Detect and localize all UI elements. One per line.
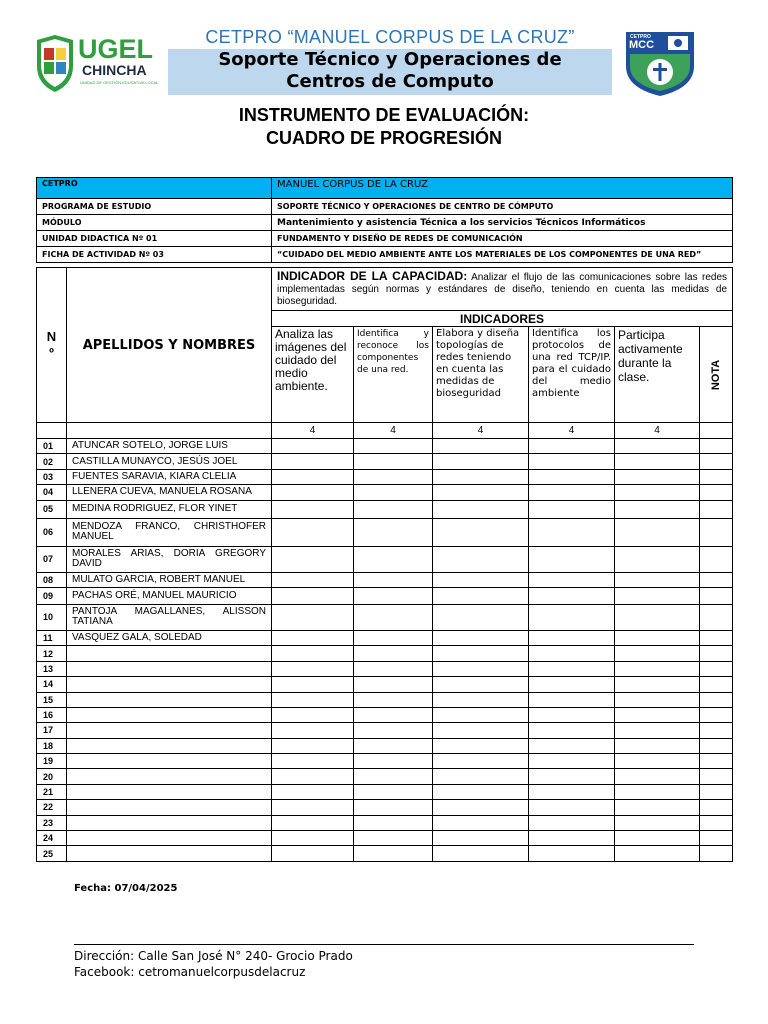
student-name bbox=[67, 723, 272, 738]
score-cell[interactable] bbox=[433, 846, 529, 861]
progression-grid bbox=[36, 267, 733, 862]
capacity-text: Analizar el flujo de las comunicaciones sobre las redes implementadas según normas y estándares de diseño, teniendo en cuenta las medidas de bioseguridad. bbox=[277, 272, 728, 307]
score-cell[interactable] bbox=[615, 587, 700, 604]
student-number: 20 bbox=[37, 769, 67, 784]
student-row bbox=[37, 707, 733, 722]
score-cell[interactable] bbox=[354, 454, 433, 469]
program-title-line1: Soporte Técnico y Operaciones de bbox=[218, 49, 562, 70]
document-title bbox=[150, 104, 618, 150]
ugel-logo-text: UGEL bbox=[78, 34, 154, 64]
nota-cell[interactable] bbox=[700, 518, 733, 546]
score-cell[interactable] bbox=[615, 769, 700, 784]
student-name bbox=[67, 738, 272, 753]
nota-cell[interactable] bbox=[700, 546, 733, 572]
score-cell[interactable] bbox=[272, 587, 354, 604]
score-cell[interactable] bbox=[354, 485, 433, 500]
student-number: 18 bbox=[37, 738, 67, 753]
student-name bbox=[67, 677, 272, 692]
score-cell[interactable] bbox=[529, 661, 615, 676]
capacity-row bbox=[37, 268, 733, 311]
score-cell[interactable] bbox=[529, 754, 615, 769]
student-number: 11 bbox=[37, 630, 67, 645]
student-name bbox=[67, 692, 272, 707]
student-row bbox=[37, 784, 733, 799]
nota-cell[interactable] bbox=[700, 815, 733, 830]
score-cell[interactable] bbox=[433, 500, 529, 518]
score-cell[interactable] bbox=[529, 692, 615, 707]
info-row bbox=[37, 247, 733, 263]
score-cell[interactable] bbox=[272, 692, 354, 707]
student-number: 02 bbox=[37, 454, 67, 469]
score-cell[interactable] bbox=[354, 646, 433, 661]
score-cell[interactable] bbox=[354, 546, 433, 572]
nota-cell[interactable] bbox=[700, 500, 733, 518]
score-cell[interactable] bbox=[529, 518, 615, 546]
student-row bbox=[37, 800, 733, 815]
score-cell[interactable] bbox=[354, 754, 433, 769]
student-number: 10 bbox=[37, 604, 67, 630]
date-label: Fecha: 07/04/2025 bbox=[74, 883, 178, 894]
score-cell[interactable] bbox=[529, 769, 615, 784]
scores-blank-cell bbox=[700, 423, 733, 439]
student-row bbox=[37, 846, 733, 861]
score-cell[interactable] bbox=[272, 630, 354, 645]
ugel-logo-subtext: UNIDAD DE GESTIÓN EDUCATIVA LOCAL bbox=[80, 80, 159, 85]
score-cell[interactable] bbox=[354, 707, 433, 722]
student-row bbox=[37, 723, 733, 738]
score-cell[interactable] bbox=[529, 646, 615, 661]
score-cell[interactable] bbox=[272, 677, 354, 692]
score-cell[interactable] bbox=[615, 784, 700, 799]
score-cell[interactable] bbox=[433, 604, 529, 630]
score-cell[interactable] bbox=[354, 800, 433, 815]
score-cell[interactable] bbox=[615, 661, 700, 676]
score-cell[interactable] bbox=[433, 646, 529, 661]
student-number: 06 bbox=[37, 518, 67, 546]
mcc-logo-subtext: CETPRO bbox=[630, 34, 651, 40]
student-name bbox=[67, 769, 272, 784]
student-name bbox=[67, 846, 272, 861]
nota-cell[interactable] bbox=[700, 707, 733, 722]
footer-address: Dirección: Calle San José N° 240- Grocio Prado bbox=[74, 949, 353, 963]
info-label: UNIDAD DIDACTICA Nº 01 bbox=[37, 231, 272, 247]
score-cell[interactable] bbox=[354, 723, 433, 738]
student-number: 12 bbox=[37, 646, 67, 661]
chincha-logo-text: CHINCHA bbox=[82, 62, 147, 78]
student-row bbox=[37, 439, 733, 454]
score-cell[interactable] bbox=[433, 469, 529, 484]
score-cell[interactable] bbox=[433, 692, 529, 707]
score-cell[interactable] bbox=[354, 469, 433, 484]
info-value: Mantenimiento y asistencia Técnica a los servicios Técnicos Informáticos bbox=[272, 215, 733, 231]
student-name bbox=[67, 646, 272, 661]
ugel-chincha-logo bbox=[34, 32, 158, 94]
nota-cell[interactable] bbox=[700, 846, 733, 861]
score-cell[interactable] bbox=[529, 815, 615, 830]
program-title-box bbox=[168, 49, 612, 95]
nota-cell[interactable] bbox=[700, 469, 733, 484]
score-cell[interactable] bbox=[615, 846, 700, 861]
student-number: 24 bbox=[37, 831, 67, 846]
score-cell[interactable] bbox=[272, 707, 354, 722]
info-row bbox=[37, 199, 733, 215]
score-cell[interactable] bbox=[272, 646, 354, 661]
nota-cell[interactable] bbox=[700, 784, 733, 799]
score-cell[interactable] bbox=[433, 831, 529, 846]
student-name: CASTILLA MUNAYCO, JESÚS JOEL bbox=[67, 454, 272, 469]
score-cell[interactable] bbox=[615, 677, 700, 692]
score-cell[interactable] bbox=[433, 439, 529, 454]
student-name bbox=[67, 784, 272, 799]
score-cell[interactable] bbox=[433, 518, 529, 546]
student-name bbox=[67, 754, 272, 769]
info-row bbox=[37, 178, 733, 199]
score-cell[interactable] bbox=[615, 831, 700, 846]
score-cell[interactable] bbox=[615, 630, 700, 645]
score-cell[interactable] bbox=[615, 800, 700, 815]
score-cell[interactable] bbox=[354, 439, 433, 454]
nota-cell[interactable] bbox=[700, 677, 733, 692]
score-cell[interactable] bbox=[354, 677, 433, 692]
score-cell[interactable] bbox=[433, 485, 529, 500]
footer-facebook: Facebook: cetromanuelcorpusdelacruz bbox=[74, 965, 306, 979]
student-row bbox=[37, 754, 733, 769]
mcc-logo bbox=[624, 28, 696, 98]
nota-cell[interactable] bbox=[700, 630, 733, 645]
nota-cell[interactable] bbox=[700, 692, 733, 707]
score-max: 4 bbox=[272, 423, 354, 439]
score-cell[interactable] bbox=[433, 677, 529, 692]
score-max: 4 bbox=[354, 423, 433, 439]
student-name: MULATO GARCIA, ROBERT MANUEL bbox=[67, 572, 272, 587]
score-cell[interactable] bbox=[615, 454, 700, 469]
student-name: FUENTES SARAVIA, KIARA CLELIA bbox=[67, 469, 272, 484]
score-cell[interactable] bbox=[529, 677, 615, 692]
score-cell[interactable] bbox=[615, 469, 700, 484]
footer-divider bbox=[74, 944, 694, 945]
student-number: 08 bbox=[37, 572, 67, 587]
indicator-1: Analiza las imágenes del cuidado del medio ambiente. bbox=[272, 327, 354, 423]
indicator-2: Identifica y reconoce los componentes de una red. bbox=[354, 327, 433, 423]
score-cell[interactable] bbox=[615, 500, 700, 518]
student-row bbox=[37, 692, 733, 707]
score-cell[interactable] bbox=[529, 439, 615, 454]
score-cell[interactable] bbox=[433, 630, 529, 645]
scores-blank-cell bbox=[37, 423, 67, 439]
score-cell[interactable] bbox=[529, 630, 615, 645]
student-row bbox=[37, 469, 733, 484]
student-name: MEDINA RODRIGUEZ, FLOR YINET bbox=[67, 500, 272, 518]
info-value: MANUEL CORPUS DE LA CRUZ bbox=[272, 178, 733, 199]
score-cell[interactable] bbox=[615, 692, 700, 707]
nota-cell[interactable] bbox=[700, 572, 733, 587]
nota-cell[interactable] bbox=[700, 587, 733, 604]
score-cell[interactable] bbox=[433, 769, 529, 784]
student-row bbox=[37, 677, 733, 692]
score-cell[interactable] bbox=[615, 604, 700, 630]
score-cell[interactable] bbox=[615, 572, 700, 587]
student-row bbox=[37, 769, 733, 784]
info-value: FUNDAMENTO Y DISEÑO DE REDES DE COMUNICACIÓN bbox=[272, 231, 733, 247]
score-cell[interactable] bbox=[354, 769, 433, 784]
score-cell[interactable] bbox=[615, 738, 700, 753]
student-number: 23 bbox=[37, 815, 67, 830]
number-header bbox=[37, 268, 67, 423]
score-cell[interactable] bbox=[433, 815, 529, 830]
student-row bbox=[37, 646, 733, 661]
number-header-line1: N bbox=[46, 329, 57, 344]
score-cell[interactable] bbox=[433, 454, 529, 469]
student-name bbox=[67, 800, 272, 815]
student-name bbox=[67, 831, 272, 846]
score-cell[interactable] bbox=[615, 723, 700, 738]
score-cell[interactable] bbox=[615, 754, 700, 769]
number-header-line2: º bbox=[49, 345, 54, 360]
info-label: PROGRAMA DE ESTUDIO bbox=[37, 199, 272, 215]
score-cell[interactable] bbox=[433, 661, 529, 676]
score-cell[interactable] bbox=[433, 707, 529, 722]
info-value: SOPORTE TÉCNICO Y OPERACIONES DE CENTRO DE CÓMPUTO bbox=[272, 199, 733, 215]
scores-row bbox=[37, 423, 733, 439]
indicator-4: Identifica los protocolos de una red TCP/IP. para el cuidado del medio ambiente bbox=[529, 327, 615, 423]
score-cell[interactable] bbox=[529, 485, 615, 500]
nota-cell[interactable] bbox=[700, 754, 733, 769]
student-name bbox=[67, 661, 272, 676]
score-cell[interactable] bbox=[615, 646, 700, 661]
indicator-5: Participa activamente durante la clase. bbox=[615, 327, 700, 423]
student-name bbox=[67, 815, 272, 830]
nota-cell[interactable] bbox=[700, 738, 733, 753]
nota-label: NOTA bbox=[710, 359, 723, 390]
score-cell[interactable] bbox=[354, 738, 433, 753]
score-cell[interactable] bbox=[433, 800, 529, 815]
score-cell[interactable] bbox=[354, 846, 433, 861]
student-row bbox=[37, 485, 733, 500]
mcc-logo-text: MCC bbox=[629, 39, 655, 51]
nota-cell[interactable] bbox=[700, 800, 733, 815]
score-cell[interactable] bbox=[433, 784, 529, 799]
student-name: PANTOJA MAGALLANES, ALISSON TATIANA bbox=[67, 604, 272, 630]
info-label: MÓDULO bbox=[37, 215, 272, 231]
nota-cell[interactable] bbox=[700, 454, 733, 469]
indicators-header: INDICADORES bbox=[272, 311, 733, 327]
names-header: APELLIDOS Y NOMBRES bbox=[67, 268, 272, 423]
student-number: 14 bbox=[37, 677, 67, 692]
score-cell[interactable] bbox=[354, 784, 433, 799]
student-row bbox=[37, 738, 733, 753]
score-cell[interactable] bbox=[615, 546, 700, 572]
student-row bbox=[37, 518, 733, 546]
score-cell[interactable] bbox=[354, 630, 433, 645]
student-number: 13 bbox=[37, 661, 67, 676]
score-cell[interactable] bbox=[272, 815, 354, 830]
score-cell[interactable] bbox=[354, 604, 433, 630]
score-cell[interactable] bbox=[529, 546, 615, 572]
document-title-line1: INSTRUMENTO DE EVALUACIÓN: bbox=[238, 105, 530, 125]
student-number: 09 bbox=[37, 587, 67, 604]
score-cell[interactable] bbox=[433, 587, 529, 604]
student-number: 17 bbox=[37, 723, 67, 738]
student-number: 19 bbox=[37, 754, 67, 769]
score-cell[interactable] bbox=[529, 500, 615, 518]
score-cell[interactable] bbox=[529, 707, 615, 722]
score-cell[interactable] bbox=[615, 815, 700, 830]
student-name: VASQUEZ GALA, SOLEDAD bbox=[67, 630, 272, 645]
student-number: 22 bbox=[37, 800, 67, 815]
scores-blank-cell bbox=[67, 423, 272, 439]
score-cell[interactable] bbox=[272, 518, 354, 546]
info-table bbox=[36, 177, 733, 263]
score-cell[interactable] bbox=[529, 846, 615, 861]
score-cell[interactable] bbox=[615, 518, 700, 546]
score-cell[interactable] bbox=[272, 661, 354, 676]
score-cell[interactable] bbox=[272, 754, 354, 769]
score-cell[interactable] bbox=[272, 439, 354, 454]
indicator-3: Elabora y diseña topologías de redes teniendo en cuenta las medidas de bioseguridad bbox=[433, 327, 529, 423]
nota-cell[interactable] bbox=[700, 661, 733, 676]
student-row bbox=[37, 546, 733, 572]
nota-cell[interactable] bbox=[700, 439, 733, 454]
cetpro-title: CETPRO “MANUEL CORPUS DE LA CRUZ” bbox=[205, 27, 575, 47]
score-cell[interactable] bbox=[529, 454, 615, 469]
nota-cell[interactable] bbox=[700, 485, 733, 500]
student-number: 16 bbox=[37, 707, 67, 722]
student-row bbox=[37, 815, 733, 830]
score-cell[interactable] bbox=[433, 738, 529, 753]
nota-header bbox=[700, 327, 733, 423]
student-name: MORALES ARIAS, DORIA GREGORY DAVID bbox=[67, 546, 272, 572]
score-max: 4 bbox=[529, 423, 615, 439]
nota-cell[interactable] bbox=[700, 604, 733, 630]
score-cell[interactable] bbox=[529, 469, 615, 484]
score-cell[interactable] bbox=[529, 572, 615, 587]
score-cell[interactable] bbox=[529, 831, 615, 846]
student-number: 03 bbox=[37, 469, 67, 484]
score-cell[interactable] bbox=[529, 587, 615, 604]
score-cell[interactable] bbox=[272, 546, 354, 572]
info-label: FICHA DE ACTIVIDAD Nº 03 bbox=[37, 247, 272, 263]
student-name: PACHAS ORÉ, MANUEL MAURICIO bbox=[67, 587, 272, 604]
student-number: 05 bbox=[37, 500, 67, 518]
score-max: 4 bbox=[433, 423, 529, 439]
score-cell[interactable] bbox=[529, 723, 615, 738]
info-row bbox=[37, 215, 733, 231]
score-cell[interactable] bbox=[433, 546, 529, 572]
score-cell[interactable] bbox=[272, 831, 354, 846]
score-cell[interactable] bbox=[615, 439, 700, 454]
info-label: CETPRO bbox=[37, 178, 272, 199]
score-cell[interactable] bbox=[272, 500, 354, 518]
score-cell[interactable] bbox=[272, 738, 354, 753]
student-name bbox=[67, 707, 272, 722]
student-row bbox=[37, 630, 733, 645]
capacity-indicator bbox=[272, 268, 733, 311]
nota-cell[interactable] bbox=[700, 831, 733, 846]
score-cell[interactable] bbox=[529, 800, 615, 815]
student-row bbox=[37, 572, 733, 587]
score-cell[interactable] bbox=[354, 692, 433, 707]
student-name: LLENERA CUEVA, MANUELA ROSANA bbox=[67, 485, 272, 500]
program-title-line2: Centros de Computo bbox=[286, 71, 494, 92]
score-cell[interactable] bbox=[354, 500, 433, 518]
student-number: 25 bbox=[37, 846, 67, 861]
student-row bbox=[37, 604, 733, 630]
student-number: 15 bbox=[37, 692, 67, 707]
score-cell[interactable] bbox=[272, 800, 354, 815]
nota-cell[interactable] bbox=[700, 723, 733, 738]
student-row bbox=[37, 454, 733, 469]
student-row bbox=[37, 587, 733, 604]
score-cell[interactable] bbox=[272, 572, 354, 587]
student-number: 21 bbox=[37, 784, 67, 799]
info-value: “CUIDADO DEL MEDIO AMBIENTE ANTE LOS MATERIALES DE LOS COMPONENTES DE UNA RED” bbox=[272, 247, 733, 263]
student-row bbox=[37, 500, 733, 518]
student-name: MENDOZA FRANCO, CHRISTHOFER MANUEL bbox=[67, 518, 272, 546]
score-cell[interactable] bbox=[272, 604, 354, 630]
score-cell[interactable] bbox=[272, 469, 354, 484]
score-cell[interactable] bbox=[433, 754, 529, 769]
score-cell[interactable] bbox=[529, 784, 615, 799]
student-row bbox=[37, 831, 733, 846]
student-number: 07 bbox=[37, 546, 67, 572]
score-cell[interactable] bbox=[354, 661, 433, 676]
capacity-label: INDICADOR DE LA CAPACIDAD: bbox=[277, 269, 468, 283]
student-number: 01 bbox=[37, 439, 67, 454]
score-cell[interactable] bbox=[433, 723, 529, 738]
score-cell[interactable] bbox=[529, 604, 615, 630]
score-cell[interactable] bbox=[272, 769, 354, 784]
score-cell[interactable] bbox=[354, 518, 433, 546]
document-title-line2: CUADRO DE PROGRESIÓN bbox=[265, 128, 503, 148]
nota-cell[interactable] bbox=[700, 769, 733, 784]
score-cell[interactable] bbox=[272, 454, 354, 469]
student-row bbox=[37, 661, 733, 676]
score-cell[interactable] bbox=[354, 587, 433, 604]
score-cell[interactable] bbox=[354, 831, 433, 846]
score-max: 4 bbox=[615, 423, 700, 439]
score-cell[interactable] bbox=[272, 846, 354, 861]
score-cell[interactable] bbox=[433, 572, 529, 587]
student-number: 04 bbox=[37, 485, 67, 500]
nota-cell[interactable] bbox=[700, 646, 733, 661]
score-cell[interactable] bbox=[615, 707, 700, 722]
score-cell[interactable] bbox=[272, 784, 354, 799]
score-cell[interactable] bbox=[272, 723, 354, 738]
score-cell[interactable] bbox=[354, 815, 433, 830]
student-name: ATUNCAR SOTELO, JORGE LUIS bbox=[67, 439, 272, 454]
score-cell[interactable] bbox=[272, 485, 354, 500]
score-cell[interactable] bbox=[615, 485, 700, 500]
score-cell[interactable] bbox=[529, 738, 615, 753]
info-row bbox=[37, 231, 733, 247]
score-cell[interactable] bbox=[354, 572, 433, 587]
